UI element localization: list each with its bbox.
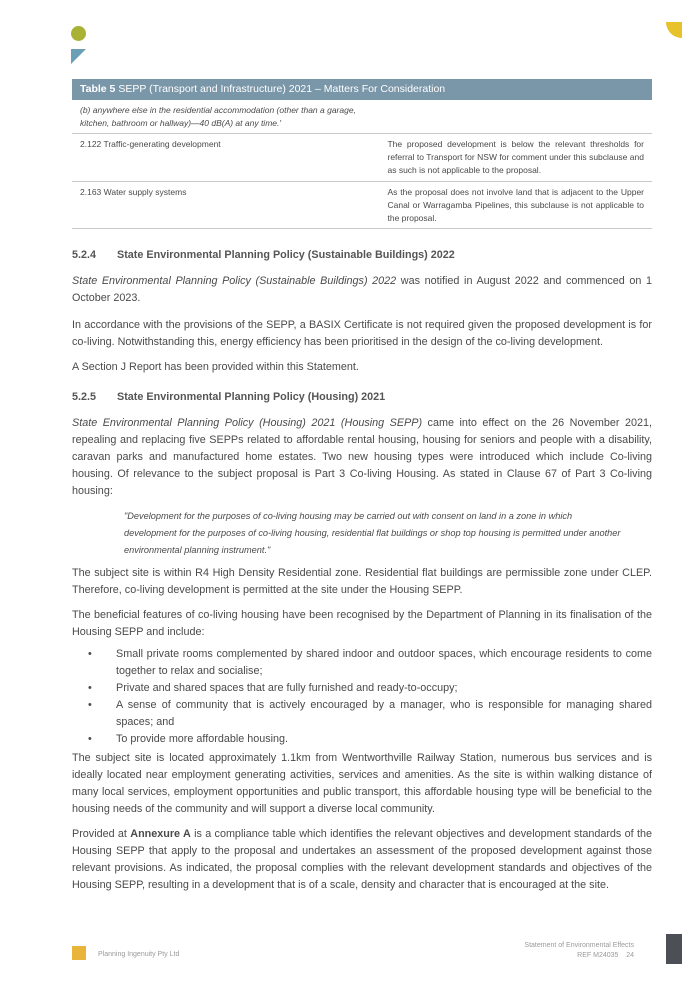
footer-bar-icon [666,934,682,964]
footer-company: Planning Ingenuity Pty Ltd [98,951,180,958]
paragraph-text: came into effect on the 26 November 2021, repealing and replacing five SEPPs related to affordable rental housing, housing for seniors and people with a disability, caravan parks and manufactured home estates. Two new housing types were introduced which include Co-living housing. Of relevance to the subject proposal is Part 3 Co-living Housing. As stated in Clause 67 of Part 3 Co-living housing: [72,417,652,497]
section-number: 5.2.4 [72,249,97,261]
list-item: • To provide more affordable housing. [72,731,652,748]
section-title: State Environmental Planning Policy (Sustainable Buildings) 2022 [117,249,455,261]
footer-info [524,941,634,961]
paragraph-text: In accordance with the provisions of the SEPP, a BASIX Certificate is not required given the proposed development is for co-living. Notwithstanding this, energy efficiency has been prioritised in the design of the co-living development. [72,319,652,348]
list-item: • Private and shared spaces that are fully furnished and ready-to-occupy; [72,680,652,697]
paragraph [72,359,652,376]
section-number: 5.2.5 [72,391,97,403]
table-label: Table 5 [80,83,116,95]
table-row [72,100,652,134]
policy-name: State Environmental Planning Policy (Housing) 2021 (Housing SEPP) [72,417,423,429]
decorative-corner-icon [666,22,682,38]
paragraph-text: was notified in August 2022 and commenced on 1 October 2023. [72,275,652,304]
matters-table [72,79,652,229]
table-title: SEPP (Transport and Infrastructure) 2021 – Matters For Consideration [118,83,446,95]
table-cell: As the proposal does not involve land that is adjacent to the Upper Canal or Warragamba Pipelines, this subclause is not applicable to the proposal. [387,187,644,223]
paragraph [72,273,652,307]
paragraph [72,317,652,351]
table-row [72,182,652,229]
paragraph-text: A Section J Report has been provided within this Statement. [72,361,359,373]
table-cell: 2.163 Water supply systems [80,187,187,197]
table-row [72,134,652,182]
paragraph [72,415,652,500]
decorative-circle-icon [71,26,86,41]
policy-name: State Environmental Planning Policy (Sustainable Buildings) 2022 [72,275,397,287]
paragraph [72,750,652,818]
annexure-reference: Annexure A [130,828,191,840]
document-title: Statement of Environmental Effects [524,942,634,949]
block-quote: "Development for the purposes of co-living housing may be carried out with consent on land in a zone in which development for the purposes of co-living housing, residential flat buildings or shop top housing is permitted under another environmental planning instrument." [124,511,621,555]
table-cell: (b) anywhere else in the residential accommodation (other than a garage, kitchen, bathroom or hallway)—40 dB(A) at any time.' [80,105,356,128]
section-title: State Environmental Planning Policy (Housing) 2021 [117,391,386,403]
decorative-triangle-icon [71,49,86,64]
paragraph-text: Provided at [72,828,131,840]
table-header [72,79,652,100]
footer-logo-icon [72,946,86,960]
page-number: 24 [626,952,634,959]
paragraph-text: The subject site is located approximately 1.1km from Wentworthville Railway Station, numerous bus services and is ideally located near employment generating activities, services and amenities. As the site is within walking distance of many local services, employment opportunities and public transport, this affordable housing type will be beneficial to the housing needs of the community and will support a diverse local community. [72,752,652,815]
paragraph [72,607,652,641]
table-cell: 2.122 Traffic-generating development [80,139,221,149]
list-item: • A sense of community that is actively encouraged by a manager, who is responsible for managing shared spaces; and [72,697,652,731]
table-cell: The proposed development is below the relevant thresholds for referral to Transport for NSW for comment under this subclause and as such is not applicable to the proposal. [387,139,644,175]
table-cell [379,100,652,133]
paragraph [72,826,652,894]
paragraph-text: The subject site is within R4 High Density Residential zone. Residential flat buildings are permissible zone under CLEP. Therefore, co-living development is permitted at the site under the Housing SEPP. [72,567,652,596]
section-525-heading [72,389,652,406]
reference-number: REF M24035 [577,952,619,959]
paragraph [72,565,652,599]
section-524-heading [72,247,652,264]
paragraph-text: The beneficial features of co-living housing have been recognised by the Department of Planning in its finalisation of the Housing SEPP and include: [72,609,652,638]
paragraph-text: is a compliance table which identifies the relevant objectives and development standards of the Housing SEPP that apply to the proposal and undertakes an assessment of the proposed development against those relevant provisions. As indicated, the proposal complies with the relevant development standards and objectives of the Housing SEPP, resulting in a development that is of a scale, density and character that is encouraged at the site. [72,828,652,891]
bullet-list [72,646,652,748]
list-item: • Small private rooms complemented by shared indoor and outdoor spaces, which encourage residents to come together to relax and socialise; [72,646,652,680]
